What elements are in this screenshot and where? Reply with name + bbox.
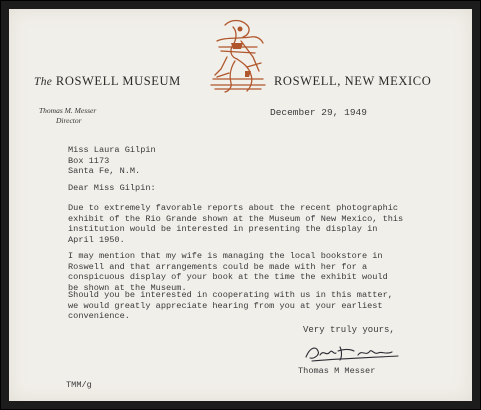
paragraph-line: I may mention that my wife is managing the local bookstore in <box>68 251 383 261</box>
paragraph-line: be shown at the Museum. <box>68 282 187 293</box>
paragraph-line: Due to extremely favorable reports about the recent photographic <box>68 203 399 213</box>
director-block <box>39 106 96 126</box>
paragraph-line: convenience. <box>68 311 130 322</box>
address-line: Santa Fe, N.M. <box>68 166 141 177</box>
paragraph-line: we would greatly appreciate hearing from you at your earliest <box>68 300 383 311</box>
letter-date: December 29, 1949 <box>270 107 367 118</box>
paragraph-3 <box>68 290 393 322</box>
paragraph-line: exhibit of the Rio Grande shown at the Museum of New Mexico, this <box>68 213 404 224</box>
director-title: Director <box>56 116 82 125</box>
paragraph-line: April 1950. <box>68 234 125 245</box>
handwritten-signature <box>302 343 402 363</box>
address-line: Box 1173 <box>68 155 110 166</box>
closing: Very truly yours, <box>303 325 395 335</box>
director-name: Thomas M. Messer <box>39 106 97 115</box>
paragraph-1 <box>68 203 403 245</box>
paragraph-line: Roswell and that arrangements could be made with her for a <box>68 261 368 272</box>
typist-initials: TMM/g <box>66 380 92 390</box>
rider-figure-logo <box>207 17 269 93</box>
paragraph-line: Should you be interested in cooperating with us in this matter, <box>68 290 393 300</box>
address-line: Miss Laura Gilpin <box>68 145 156 155</box>
recipient-address <box>68 145 156 177</box>
museum-location: ROSWELL, NEW MEXICO <box>274 74 432 88</box>
paragraph-line: conspicuous display of your book at the time the exhibit would <box>68 272 388 283</box>
paragraph-line: institution would be interested in presenting the display in <box>68 224 378 235</box>
paragraph-2 <box>68 251 388 293</box>
signer-name: Thomas M Messer <box>298 366 376 376</box>
museum-name: The ROSWELL MUSEUM <box>34 74 181 88</box>
salutation: Dear Miss Gilpin: <box>68 183 156 193</box>
